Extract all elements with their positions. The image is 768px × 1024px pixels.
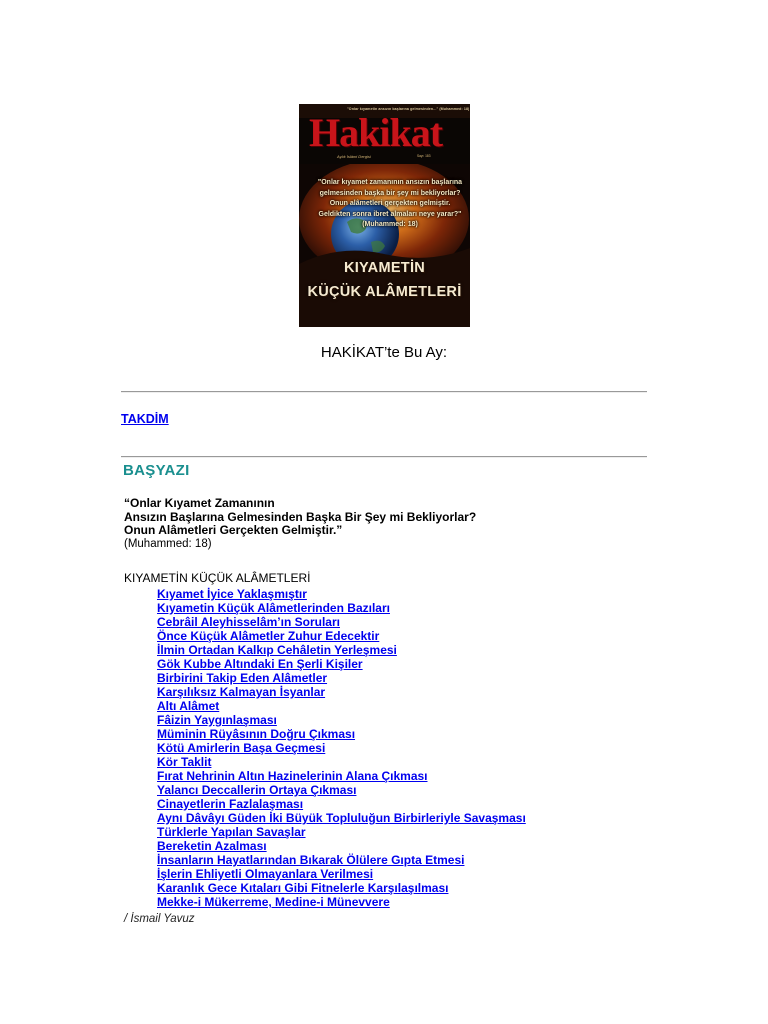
toc-link[interactable]: Yalancı Deccallerin Ortaya Çıkması [157,783,357,797]
toc-link[interactable]: Bereketin Azalması [157,839,267,853]
cover-logo: Hakikat [309,110,443,155]
divider [121,456,647,458]
toc-link[interactable]: Birbirini Takip Eden Alâmetler [157,671,328,685]
toc-link[interactable]: Kötü Amirlerin Başa Geçmesi [157,741,326,755]
toc-link[interactable]: Kıyamet İyice Yaklaşmıştır [157,587,307,601]
magazine-cover-image [299,104,470,327]
basyazi-heading: BAŞYAZI [123,462,190,479]
toc-link[interactable]: Müminin Rüyâsının Doğru Çıkması [157,727,356,741]
toc-link[interactable]: Önce Küçük Alâmetler Zuhur Edecektir [157,629,380,643]
table-of-contents [157,587,526,909]
toc-link[interactable]: Karşılıksız Kalmayan İsyanlar [157,685,326,699]
takdim-link[interactable]: TAKDİM [121,412,169,426]
cover-tagline: Aylık İslâmi Dergisi [337,154,371,159]
cover-title-line1: KIYAMETİN [343,260,426,276]
cover-top-quote: "Onlar kıyametin ansızın başlarına gelmesinden..." (Muhammed: 18) [347,107,470,111]
toc-link[interactable]: Cebrâil Aleyhisselâm’ın Soruları [157,615,340,629]
toc-link[interactable]: Kör Taklit [157,755,212,769]
toc-link[interactable]: Türklerle Yapılan Savaşlar [157,825,306,839]
toc-link[interactable]: Fırat Nehrinin Altın Hazinelerinin Alana Çıkması [157,769,428,783]
toc-link[interactable]: İnsanların Hayatlarından Bıkarak Ölülere Gıpta Etmesi [157,853,465,867]
toc-link[interactable]: Aynı Dâvâyı Güden İki Büyük Topluluğun Birbirleriyle Savaşması [157,811,526,825]
quote-line-3: Onun Alâmetleri Gerçekten Gelmiştir.” [124,523,343,537]
author-credit: / İsmail Yavuz [124,913,195,925]
toc-link[interactable]: Gök Kubbe Altındaki En Şerli Kişiler [157,657,363,671]
divider [121,391,647,393]
toc-link[interactable]: İlmin Ortadan Kalkıp Cehâletin Yerleşmesi [157,643,397,657]
toc-link[interactable]: Altı Alâmet [157,699,220,713]
toc-link[interactable]: Cinayetlerin Fazlalaşması [157,797,304,811]
editorial-quote [124,497,476,551]
cover-quote: "Onlar kıyamet zamanının ansızın başlarına gelmesinden başka bir şey mi bekliyorlar? Onun alâmetleri gerçekten gelmiştir. Geldikten sonra ibret almaları neye yarar?" (Muhammed: 18) [317,179,463,228]
toc-link[interactable]: Mekke-i Mükerreme, Medine-i Münevvere [157,895,390,909]
quote-line-1: “Onlar Kıyamet Zamanının [124,496,275,510]
cover-issue-info: Sayı: 183 [417,154,431,158]
toc-link[interactable]: İşlerin Ehliyetli Olmayanlara Verilmesi [157,867,374,881]
issue-heading: HAKİKAT’te Bu Ay: [320,344,448,361]
toc-link[interactable]: Kıyametin Küçük Alâmetlerinden Bazıları [157,601,390,615]
cover-title-line2: KÜÇÜK ALÂMETLERİ [307,284,462,300]
quote-line-2: Ansızın Başlarına Gelmesinden Başka Bir Şey mi Bekliyorlar? [124,509,477,524]
toc-link[interactable]: Karanlık Gece Kıtaları Gibi Fitnelerle Karşılaşılması [157,881,449,895]
toc-link[interactable]: Fâizin Yaygınlaşması [157,713,277,727]
section-title: KIYAMETİN KÜÇÜK ALÂMETLERİ [124,571,311,585]
quote-reference: (Muhammed: 18) [124,537,212,550]
cover-title [299,256,470,304]
